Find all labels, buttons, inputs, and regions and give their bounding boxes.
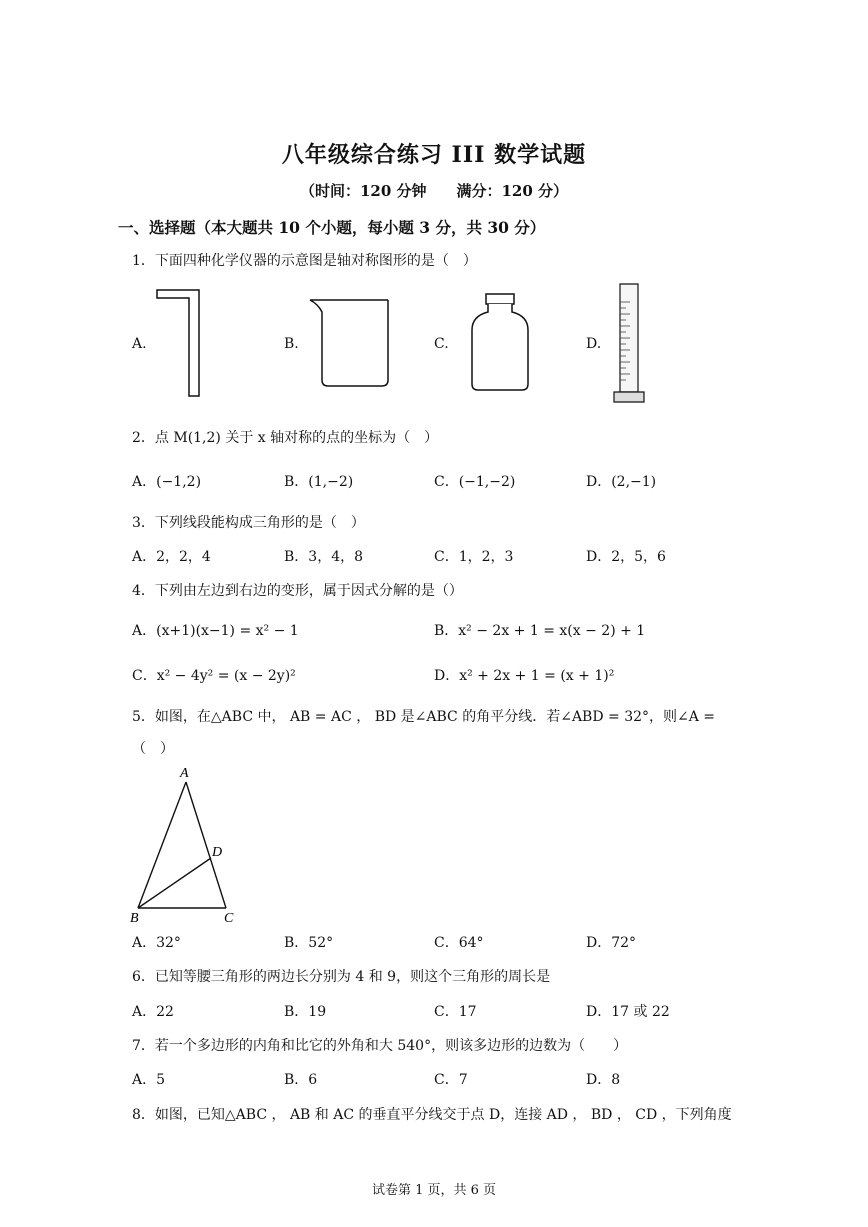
q5-option-d: D．72°	[586, 935, 637, 951]
q7-option-d: D．8	[586, 1072, 621, 1088]
q6-option-d: D．17 或 22	[586, 1004, 670, 1020]
page-footer: 试卷第 1 页，共 6 页	[371, 1183, 497, 1198]
q3-option-a: A．2，2，4	[132, 549, 211, 565]
q2-option-d: D．(2,−1)	[586, 474, 657, 490]
q5-option-a: A．32°	[132, 935, 181, 951]
q1-option-b: B.	[284, 336, 299, 352]
q7-option-b: B．6	[284, 1072, 318, 1088]
q3-option-d: D．2，5，6	[586, 549, 666, 565]
question-7-stem: 7．若一个多边形的内角和比它的外角和大 540°，则该多边形的边数为（ ）	[132, 1038, 628, 1054]
q2-option-b: B．(1,−2)	[284, 474, 354, 490]
question-1-stem: 1．下面四种化学仪器的示意图是轴对称图形的是（ ）	[132, 253, 477, 269]
q7-option-a: A．5	[132, 1072, 166, 1088]
q5-option-c: C．64°	[434, 935, 484, 951]
question-8-stem: 8．如图，已知△ABC ， AB 和 AC 的垂直平分线交于点 D，连接 AD ， BD ， CD ，下列角度	[132, 1107, 732, 1123]
q1-option-a: A.	[132, 336, 147, 352]
graduated-cylinder-icon	[612, 282, 646, 406]
exam-subtitle: （时间：120 分钟 满分：120 分）	[299, 182, 569, 200]
triangle-abc-figure	[128, 764, 248, 926]
q2-option-c: C．(−1,−2)	[434, 474, 516, 490]
question-4-stem: 4．下列由左边到右边的变形，属于因式分解的是（）	[132, 583, 463, 599]
bottle-icon	[468, 292, 532, 392]
q4-option-c: C．x² − 4y² = (x − 2y)²	[132, 668, 296, 684]
q2-option-a: A．(−1,2)	[132, 474, 202, 490]
q5-option-b: B．52°	[284, 935, 334, 951]
section-heading: 一、选择题（本大题共 10 个小题，每小题 3 分，共 30 分）	[118, 218, 546, 237]
q6-option-a: A．22	[132, 1004, 174, 1020]
q4-option-a: A．(x+1)(x−1) = x² − 1	[132, 623, 299, 639]
question-2-stem: 2．点 M(1,2) 关于 x 轴对称的点的坐标为（ ）	[132, 430, 439, 446]
l-shaped-rod-icon	[155, 288, 205, 400]
q6-option-c: C．17	[434, 1004, 477, 1020]
q4-option-d: D．x² + 2x + 1 = (x + 1)²	[434, 668, 615, 684]
beaker-icon	[308, 298, 392, 390]
q3-option-b: B．3，4，8	[284, 549, 364, 565]
vertex-label-b: B	[130, 911, 139, 926]
q1-option-c: C.	[434, 336, 449, 352]
question-3-stem: 3．下列线段能构成三角形的是（ ）	[132, 515, 365, 531]
vertex-label-c: C	[224, 911, 234, 926]
q1-option-d: D.	[586, 336, 602, 352]
q6-option-b: B．19	[284, 1004, 327, 1020]
vertex-label-a: A	[180, 766, 189, 781]
q7-option-c: C．7	[434, 1072, 468, 1088]
q3-option-c: C．1，2，3	[434, 549, 514, 565]
exam-title: 八年级综合练习 III 数学试题	[281, 142, 587, 168]
question-5-stem-cont: （ ）	[132, 741, 174, 757]
q4-option-b: B．x² − 2x + 1 = x(x − 2) + 1	[434, 623, 646, 639]
question-5-stem: 5．如图，在△ABC 中， AB = AC ， BD 是∠ABC 的角平分线．若∠ABD = 32°，则∠A =	[132, 709, 716, 725]
question-6-stem: 6．已知等腰三角形的两边长分别为 4 和 9，则这个三角形的周长是	[132, 969, 551, 985]
vertex-label-d: D	[212, 845, 223, 860]
